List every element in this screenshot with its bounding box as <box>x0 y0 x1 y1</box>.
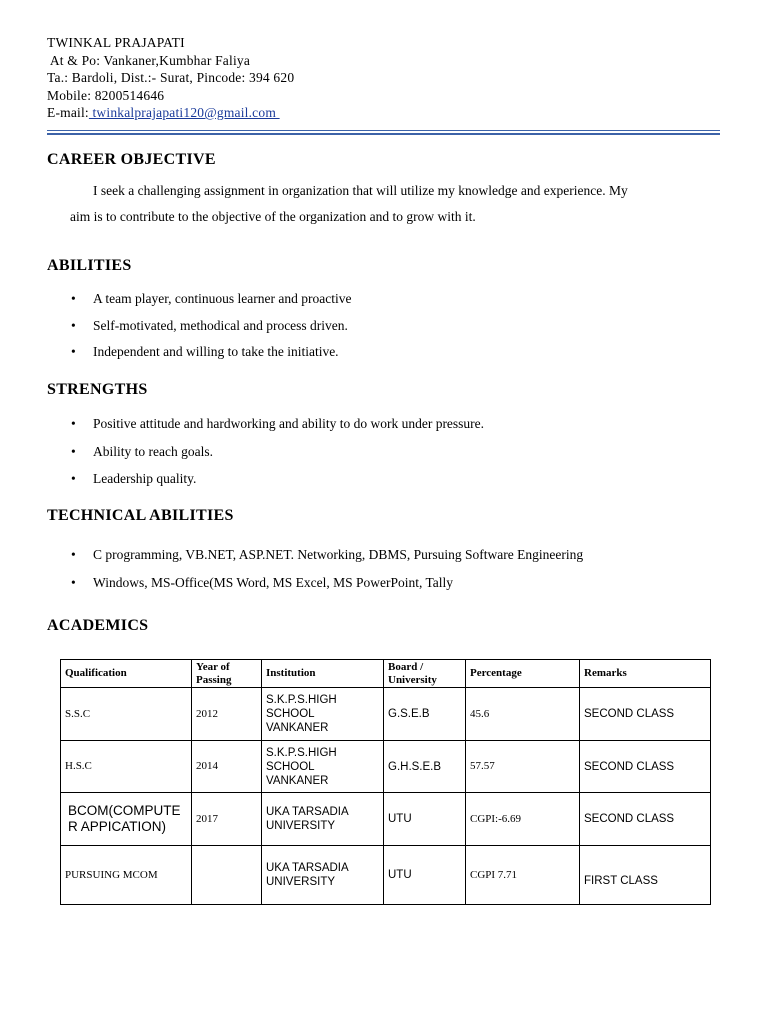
column-header: Year of Passing <box>192 660 262 688</box>
table-row <box>61 846 711 905</box>
column-header: Remarks <box>580 660 711 688</box>
list-item: • Ability to reach goals. <box>47 438 484 466</box>
technical-abilities-list <box>47 541 583 597</box>
table-cell: SECOND CLASS <box>580 741 711 793</box>
email-label: E-mail: <box>47 105 89 120</box>
academics-table <box>60 659 711 905</box>
abilities-list <box>47 286 351 366</box>
table-cell: H.S.C <box>61 741 192 793</box>
address-line-2: Ta.: Bardoli, Dist.:- Surat, Pincode: 394 620 <box>47 70 295 85</box>
contact-header <box>47 34 294 122</box>
list-item: • Self-motivated, methodical and process driven. <box>47 313 351 340</box>
bullet-icon: • <box>71 575 76 590</box>
table-cell: 45.6 <box>466 688 580 741</box>
email-link[interactable]: twinkalprajapati120@gmail.com <box>88 105 280 120</box>
academics-heading: ACADEMICS <box>47 617 149 634</box>
bullet-icon: • <box>71 547 76 562</box>
bullet-icon: • <box>71 291 76 306</box>
career-objective-text <box>47 178 720 230</box>
career-objective-heading: CAREER OBJECTIVE <box>47 151 216 168</box>
table-cell: S.K.P.S.HIGH SCHOOL VANKANER <box>262 688 384 741</box>
strengths-heading: STRENGTHS <box>47 381 148 398</box>
table-row <box>61 741 711 793</box>
address-line-1: At & Po: Vankaner,Kumbhar Faliya <box>47 52 251 68</box>
list-item: • Independent and willing to take the initiative. <box>47 339 351 366</box>
bullet-icon: • <box>71 317 76 333</box>
column-header: Institution <box>262 660 384 688</box>
table-cell: 2012 <box>192 688 262 741</box>
table-row <box>61 688 711 741</box>
table-cell: 2014 <box>192 741 262 793</box>
table-cell: SECOND CLASS <box>580 793 711 846</box>
technical-abilities-heading: TECHNICAL ABILITIES <box>47 507 234 524</box>
table-cell: SECOND CLASS <box>580 688 711 741</box>
table-cell: BCOM(COMPUTER APPICATION) <box>61 793 192 846</box>
career-objective-line-1: I seek a challenging assignment in organization that will utilize my knowledge and experience. My <box>93 183 628 198</box>
bullet-icon: • <box>71 344 76 359</box>
table-cell: G.S.E.B <box>384 688 466 741</box>
table-cell: S.S.C <box>61 688 192 741</box>
column-header: Board / University <box>384 660 466 688</box>
bullet-icon: • <box>71 471 76 486</box>
strengths-list <box>47 410 484 493</box>
abilities-heading: ABILITIES <box>47 257 132 274</box>
mobile-number: Mobile: 8200514646 <box>47 87 165 103</box>
column-header: Qualification <box>61 660 192 688</box>
bullet-icon: • <box>71 443 76 459</box>
table-cell: UKA TARSADIA UNIVERSITY <box>262 846 384 905</box>
email-line <box>47 104 294 122</box>
table-cell: 57.57 <box>466 741 580 793</box>
table-cell: 2017 <box>192 793 262 846</box>
table-cell: UTU <box>384 846 466 905</box>
table-cell: G.H.S.E.B <box>384 741 466 793</box>
table-cell: UTU <box>384 793 466 846</box>
table-cell: CGPI 7.71 <box>466 846 580 905</box>
list-item: • C programming, VB.NET, ASP.NET. Networking, DBMS, Pursuing Software Engineering <box>47 541 583 569</box>
table-cell: FIRST CLASS <box>580 846 711 905</box>
table-cell: CGPI:-6.69 <box>466 793 580 846</box>
column-header: Percentage <box>466 660 580 688</box>
table-row <box>61 793 711 846</box>
bullet-icon: • <box>71 416 76 431</box>
table-cell: S.K.P.S.HIGH SCHOOL VANKANER <box>262 741 384 793</box>
header-divider-thick <box>47 133 720 135</box>
candidate-name: TWINKAL PRAJAPATI <box>47 35 185 50</box>
header-divider-thin <box>47 130 720 131</box>
table-cell: UKA TARSADIA UNIVERSITY <box>262 793 384 846</box>
table-cell: PURSUING MCOM <box>61 846 192 905</box>
career-objective-line-2: aim is to contribute to the objective of the organization and to grow with it. <box>70 209 476 224</box>
list-item: • A team player, continuous learner and proactive <box>47 286 351 313</box>
list-item: • Windows, MS-Office(MS Word, MS Excel, MS PowerPoint, Tally <box>47 569 583 597</box>
list-item: • Leadership quality. <box>47 465 484 493</box>
table-cell <box>192 846 262 905</box>
table-header-row <box>61 660 711 688</box>
list-item: • Positive attitude and hardworking and ability to do work under pressure. <box>47 410 484 438</box>
